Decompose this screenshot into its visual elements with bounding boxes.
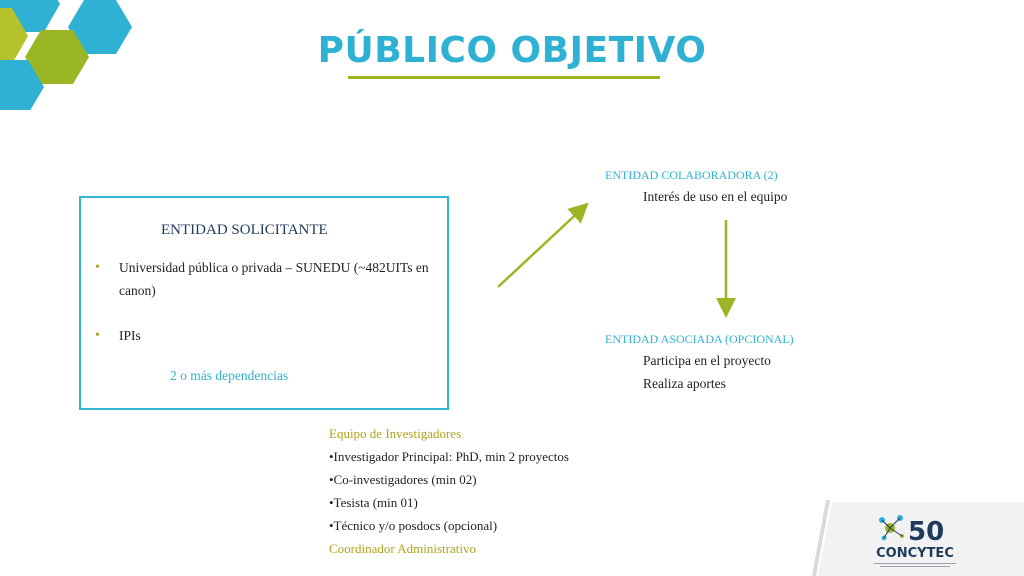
asociada-title: ENTIDAD ASOCIADA (OPCIONAL) bbox=[605, 332, 794, 346]
concytec-logo bbox=[870, 512, 960, 572]
asociada-line: Participa en el proyecto bbox=[643, 353, 771, 368]
team-item: •Tesista (min 01) bbox=[329, 495, 418, 510]
logo-wordmark: CONCYTEC bbox=[876, 546, 954, 561]
team-item: •Investigador Principal: PhD, min 2 proyectos bbox=[329, 449, 569, 464]
solicitante-note: 2 o más dependencias bbox=[170, 368, 289, 383]
solicitante-item-text: Universidad pública o privada – SUNEDU (~482UITs en canon) bbox=[119, 260, 429, 298]
bullet: • bbox=[95, 328, 100, 343]
team-block bbox=[329, 422, 569, 560]
molecule-icon bbox=[870, 512, 960, 546]
team-item: •Técnico y/o posdocs (opcional) bbox=[329, 518, 498, 533]
diagonal-arrow bbox=[498, 206, 585, 287]
logo-number: 50 bbox=[908, 517, 945, 546]
bullet: • bbox=[95, 260, 100, 275]
logo-subtitle-lines bbox=[874, 562, 956, 568]
team-title: Equipo de Investigadores bbox=[329, 426, 462, 441]
solicitante-title: ENTIDAD SOLICITANTE bbox=[161, 222, 328, 238]
team-footer: Coordinador Administrativo bbox=[329, 541, 476, 556]
colaboradora-title: ENTIDAD COLABORADORA (2) bbox=[605, 168, 778, 182]
solicitante-item-text: IPIs bbox=[119, 328, 141, 343]
page-title: PÚBLICO OBJETIVO bbox=[317, 30, 707, 71]
asociada-line: Realiza aportes bbox=[643, 376, 726, 391]
team-item: •Co-investigadores (min 02) bbox=[329, 472, 477, 487]
colaboradora-line: Interés de uso en el equipo bbox=[643, 189, 788, 204]
